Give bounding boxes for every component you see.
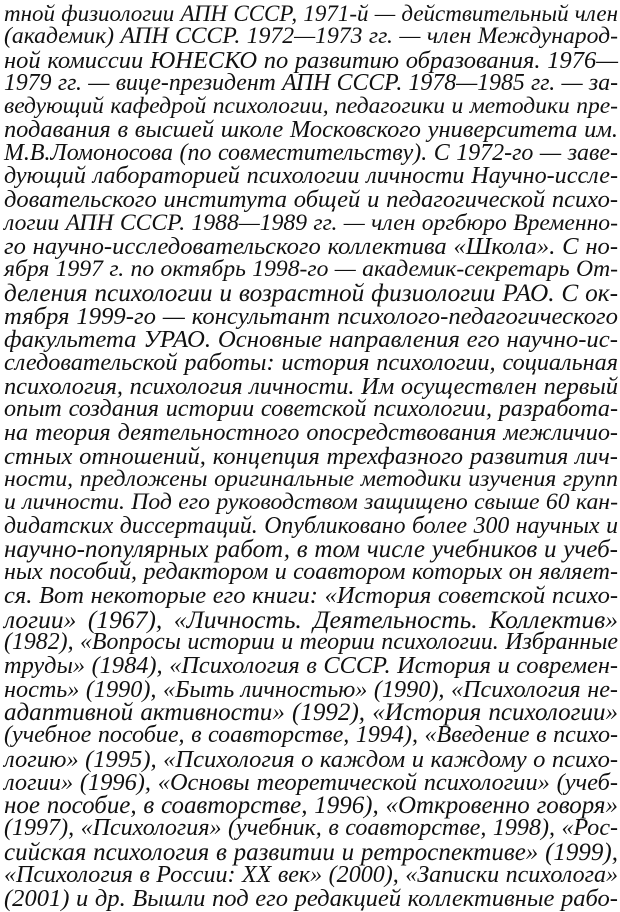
text-line: ных пособий, редактором и соавтором которых он являет-	[4, 559, 618, 586]
text-line: дидатских диссертаций. Опубликовано более 300 научных и	[4, 512, 618, 539]
text-line: «Психология в России: XX век» (2000), «Записки психолога»	[4, 861, 618, 888]
text-line: (1982), «Вопросы истории и теории психологии. Избранные	[4, 629, 618, 656]
text-line: подавания в высшей школе Московского университета им.	[4, 116, 618, 144]
text-line: следовательской работы: история психологии, социальная	[4, 349, 618, 377]
text-line: логии» (1967), «Личность. Деятельность. Коллектив»	[4, 604, 618, 634]
text-line: М.В.Ломоносова (по совместительству). С 1972-го — заве-	[4, 139, 618, 166]
text-line: стных отношений, концепция трехфазного развития лич-	[4, 442, 618, 470]
text-line: довательского института общей и педагогической психо-	[4, 186, 618, 214]
text-line: тной физиологии АПН СССР, 1971-й — действительный член	[4, 0, 618, 26]
document-page	[4, 2, 618, 911]
text-line: ся. Вот некоторые его книги: «История советской психо-	[4, 582, 618, 610]
text-line: адаптивной активности» (1992), «История психологии»	[4, 698, 618, 726]
text-line: опыт создания истории советской психологии, разработа-	[4, 396, 618, 423]
text-line: ное пособие, в соавторстве, 1996), «Откровенно говоря»	[4, 792, 618, 820]
text-line: ября 1997 г. по октябрь 1998-го — академик-секретарь От-	[4, 256, 618, 283]
text-line: логии АПН СССР. 1988—1989 гг. — член оргбюро Временно-	[4, 209, 618, 236]
text-line: (2001) и др. Вышли под его редакцией коллективные рабо-	[4, 885, 618, 912]
text-line: факультета УРАО. Основные направления его научно-ис-	[4, 326, 618, 354]
text-line: (1997), «Психология» (учебник, в соавторстве, 1998), «Рос-	[4, 815, 618, 842]
text-line: тября 1999-го — консультант психолого-педагогического	[4, 302, 618, 330]
text-line: ности, предложены оригинальные методики изучения групп	[4, 465, 618, 492]
text-line: (учебное пособие, в соавторстве, 1994), «Введение в психо-	[4, 722, 618, 749]
text-line: на теория деятельностного опосредствования межличио-	[4, 419, 618, 447]
text-line: труды» (1984), «Психология в СССР. История и современ-	[4, 652, 618, 680]
text-line: ность» (1990), «Быть личностью» (1990), «Психология не-	[4, 675, 618, 703]
text-line: ной комиссии ЮНЕСКО по развитию образования. 1976—	[4, 46, 618, 74]
text-line: (академик) АПН СССР. 1972—1973 гг. — член Международ-	[4, 23, 618, 50]
text-line: научно-популярных работ, в том числе учебников и учеб-	[4, 535, 618, 563]
text-line: дующий лабораторией психологии личности Научно-иссле-	[4, 163, 618, 190]
text-line: ведующий кафедрой психологии, педагогики и методики пре-	[4, 93, 618, 120]
text-line: логии» (1996), «Основы теоретической психологии» (учеб-	[4, 768, 618, 796]
text-line: и личности. Под его руководством защищено свыше 60 кан-	[4, 489, 618, 516]
text-line: 1979 гг. — вице-президент АПН СССР. 1978—1985 гг. — за-	[4, 69, 618, 96]
text-line: сийская психология в развитии и ретроспективе» (1999),	[4, 838, 618, 866]
text-line: го научно-исследовательского коллектива «Школа». С но-	[4, 232, 618, 260]
text-line: логию» (1995), «Психология о каждом и каждому о психо-	[4, 745, 618, 773]
text-line: деления психологии и возрастной физиологии РАО. С ок-	[4, 278, 618, 307]
text-line: психология, психология личности. Им осуществлен первый	[4, 372, 618, 400]
